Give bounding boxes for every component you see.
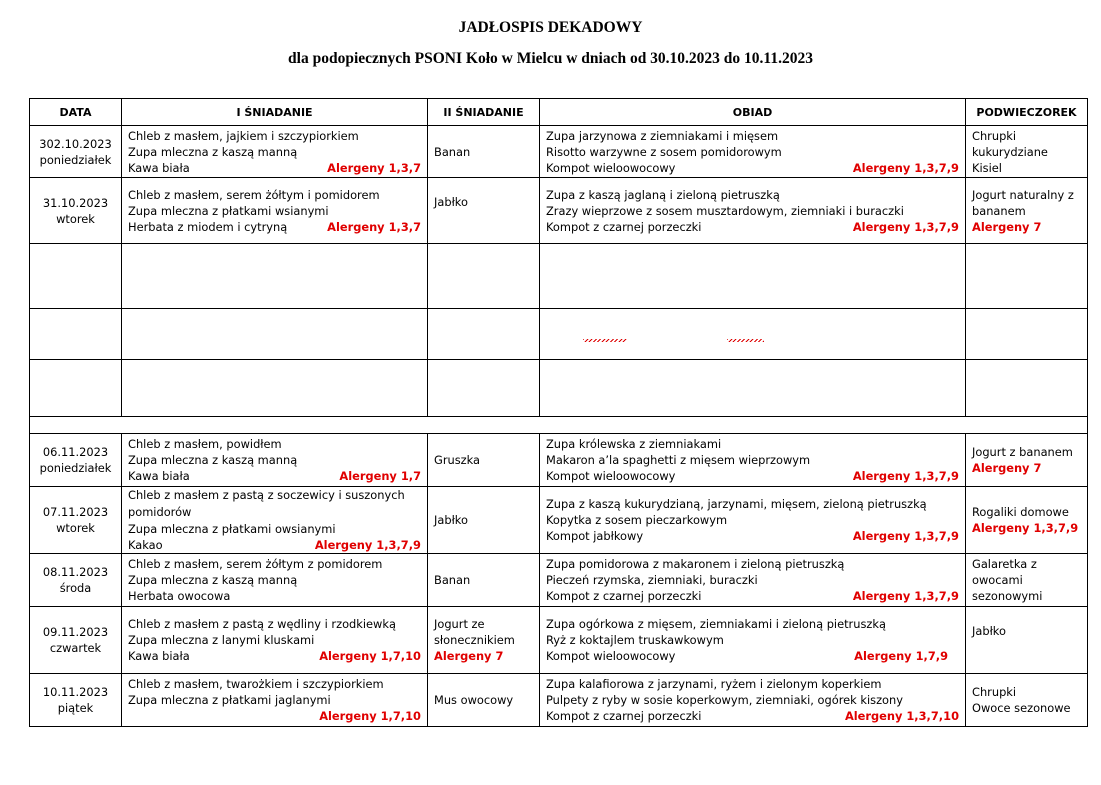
date-cell [30, 607, 122, 674]
breakfast1-cell [122, 487, 428, 554]
dish: Kompot z czarnej porzeczki [546, 220, 702, 234]
dish: Jogurt z bananem [972, 445, 1073, 459]
dish: Owoce sezonowe [972, 701, 1071, 715]
header-row [30, 99, 1088, 126]
date-value: 10.11.2023 [42, 685, 109, 699]
empty-row [30, 244, 1088, 309]
dish: Zupa jarzynowa z ziemniakami i mięsem [546, 128, 779, 143]
header-breakfast2: II ŚNIADANIE [428, 99, 540, 126]
breakfast1-cell [122, 178, 428, 244]
document-title: JADŁOSPIS DEKADOWY [458, 19, 643, 36]
dish: Zupa ogórkowa z mięsem, ziemniakami i zieloną pietruszką [546, 617, 886, 631]
breakfast1-cell [122, 607, 428, 674]
dish: Zupa kalafiorowa z jarzynami, ryżem i zielonym koperkiem [546, 677, 882, 691]
table-row [30, 434, 1088, 487]
table-row [30, 126, 1088, 178]
weekday: poniedziałek [39, 461, 112, 475]
allergens-label: Alergeny 7 [434, 649, 504, 663]
dish: Chleb z masłem, twarożkiem i szczypiorkiem [128, 677, 384, 691]
snack-cell [966, 674, 1088, 727]
date-cell [30, 126, 122, 178]
lunch-cell [540, 178, 966, 244]
dish: Chleb z masłem, powidłem [128, 437, 282, 451]
snack-cell [966, 434, 1088, 487]
allergens-label: Alergeny 7 [972, 461, 1042, 475]
allergens-label: Alergeny 1,3,7,10 [844, 709, 959, 723]
snack-cell [966, 178, 1088, 244]
dish: Kawa biała [128, 649, 190, 663]
weekday: środa [59, 581, 92, 595]
document-subtitle: dla podopiecznych PSONI Koło w Mielcu w dniach od 30.10.2023 do 10.11.2023 [288, 50, 813, 67]
lunch-cell [540, 554, 966, 607]
dish: Zupa z kaszą kukurydzianą, jarzynami, mięsem, zieloną pietruszką [546, 497, 927, 511]
table-row [30, 674, 1088, 727]
dish: Makaron a’la spaghetti z mięsem wieprzowym [546, 453, 811, 467]
dish: Kawa biała [128, 469, 190, 483]
breakfast2-cell: Mus owocowy [428, 674, 540, 727]
dish: Zupa mleczna z płatkami jaglanymi [128, 693, 331, 707]
dish: Jogurt naturalny z [972, 188, 1074, 202]
dish: Chrupki [972, 128, 1017, 143]
dish: Kakao [128, 538, 163, 552]
table-row [30, 607, 1088, 674]
dish: Zupa mleczna z lanymi kluskami [128, 633, 315, 647]
breakfast2-cell: Banan [428, 126, 540, 178]
dish: Zupa pomidorowa z makaronem i zieloną pietruszką [546, 557, 845, 571]
allergens-label: Alergeny 1,3,7,9 [852, 220, 959, 234]
breakfast1-cell [122, 554, 428, 607]
spellcheck-underline [727, 339, 764, 342]
date-cell [30, 178, 122, 244]
breakfast1-cell [122, 126, 428, 178]
allergens-label: Alergeny 1,7,10 [319, 649, 421, 663]
lunch-cell [540, 487, 966, 554]
dish: Chleb z masłem, jajkiem i szczypiorkiem [128, 128, 359, 143]
separator-row [30, 417, 1088, 434]
dish: Herbata z miodem i cytryną [128, 220, 288, 234]
header-date: DATA [30, 99, 122, 126]
lunch-cell [540, 126, 966, 178]
dish: Chleb z masłem, serem żółtym z pomidorem [128, 557, 383, 571]
empty-row [30, 360, 1088, 417]
weekday: wtorek [56, 212, 95, 226]
lunch-cell [540, 607, 966, 674]
dish: Zupa mleczna z płatkami owsianymi [128, 522, 336, 536]
breakfast2-cell [428, 607, 540, 674]
allergens-label: Alergeny 1,3,7 [327, 160, 421, 175]
header-snack: PODWIECZOREK [966, 99, 1088, 126]
breakfast1-cell [122, 434, 428, 487]
allergens-label: Alergeny 1,3,7,9 [852, 160, 959, 175]
dish: Kompot wieloowocowy [546, 160, 676, 175]
dish: Ryż z koktajlem truskawkowym [546, 633, 724, 647]
dish: Herbata owocowa [128, 589, 231, 603]
allergens-label: Alergeny 1,7 [339, 469, 421, 483]
breakfast2-cell: Gruszka [428, 434, 540, 487]
table-row [30, 487, 1088, 554]
dish: owocami [972, 573, 1023, 587]
lunch-cell [540, 674, 966, 727]
lunch-cell [540, 434, 966, 487]
dish: Zupa z kaszą jaglaną i zieloną pietruszką [546, 188, 780, 202]
allergens-label: Alergeny 1,3,7,9 [972, 521, 1079, 535]
snack-cell [966, 554, 1088, 607]
spellcheck-underline [583, 339, 627, 342]
allergens-label: Alergeny 1,3,7,9 [852, 589, 959, 603]
dish: Kompot z czarnej porzeczki [546, 589, 702, 603]
dish: Kompot jabłkowy [546, 529, 644, 543]
weekday: poniedziałek [39, 152, 112, 167]
dish: Zupa mleczna z kaszą manną [128, 144, 298, 159]
weekday: piątek [57, 701, 94, 715]
dish: Zupa mleczna z kaszą manną [128, 573, 298, 587]
dish: Pieczeń rzymska, ziemniaki, buraczki [546, 573, 758, 587]
weekday: wtorek [56, 521, 95, 535]
dish: Chleb z masłem z pastą z wędliny i rzodkiewką [128, 617, 396, 631]
dish: sezonowymi [972, 589, 1043, 603]
date-value: 06.11.2023 [42, 445, 109, 459]
allergens-label: Alergeny 1,7,9 [854, 649, 948, 663]
dish: Zupa mleczna z płatkami wsianymi [128, 204, 329, 218]
dish: bananem [972, 204, 1026, 218]
dish: Zrazy wieprzowe z sosem musztardowym, ziemniaki i buraczki [546, 204, 904, 218]
dish: Chleb z masłem z pastą z soczewicy i suszonych pomidorów [128, 488, 405, 519]
allergens-label: Alergeny 7 [972, 220, 1042, 234]
dish: Galaretka z [972, 557, 1037, 571]
dish: Kawa biała [128, 160, 190, 175]
allergens-label: Alergeny 1,3,7,9 [852, 469, 959, 483]
dish: Chrupki [972, 685, 1017, 699]
dish: Kompot z czarnej porzeczki [546, 709, 702, 723]
date-value: 08.11.2023 [42, 565, 109, 579]
dish: Rogaliki domowe [972, 505, 1069, 519]
date-value: 31.10.2023 [42, 196, 109, 210]
dish: Zupa królewska z ziemniakami [546, 437, 722, 451]
table-row [30, 554, 1088, 607]
dish: kukurydziane [972, 144, 1048, 159]
dish: Pulpety z ryby w sosie koperkowym, ziemniaki, ogórek kiszony [546, 693, 903, 707]
dish: Kompot wieloowocowy [546, 649, 676, 663]
date-cell [30, 674, 122, 727]
dish: Kisiel [972, 160, 1002, 175]
allergens-label: Alergeny 1,3,7,9 [314, 538, 421, 552]
date-value: 302.10.2023 [39, 136, 112, 151]
empty-row [30, 309, 1088, 360]
dish: Jabłko [972, 624, 1006, 638]
breakfast2-cell: Jabłko [428, 487, 540, 554]
date-cell [30, 434, 122, 487]
header-breakfast1: I ŚNIADANIE [122, 99, 428, 126]
snack-cell [966, 487, 1088, 554]
dish: słonecznikiem [434, 633, 515, 647]
breakfast2-cell: Banan [428, 554, 540, 607]
table-row [30, 178, 1088, 244]
dish: Jogurt ze [434, 617, 485, 631]
header-lunch: OBIAD [540, 99, 966, 126]
allergens-label: Alergeny 1,3,7,9 [852, 529, 959, 543]
snack-cell [966, 607, 1088, 674]
date-value: 09.11.2023 [42, 625, 109, 639]
menu-table [29, 98, 1088, 727]
date-cell [30, 554, 122, 607]
breakfast2-cell: Jabłko [428, 178, 540, 244]
allergens-label: Alergeny 1,3,7 [327, 220, 421, 234]
dish: Chleb z masłem, serem żółtym i pomidorem [128, 188, 380, 202]
dish: Kompot wieloowocowy [546, 469, 676, 483]
dish: Risotto warzywne z sosem pomidorowym [546, 144, 782, 159]
date-cell [30, 487, 122, 554]
breakfast1-cell [122, 674, 428, 727]
allergens-label: Alergeny 1,7,10 [319, 709, 421, 723]
dish: Zupa mleczna z kaszą manną [128, 453, 298, 467]
weekday: czwartek [49, 641, 102, 655]
snack-cell [966, 126, 1088, 178]
dish: Kopytka z sosem pieczarkowym [546, 513, 728, 527]
date-value: 07.11.2023 [42, 505, 109, 519]
